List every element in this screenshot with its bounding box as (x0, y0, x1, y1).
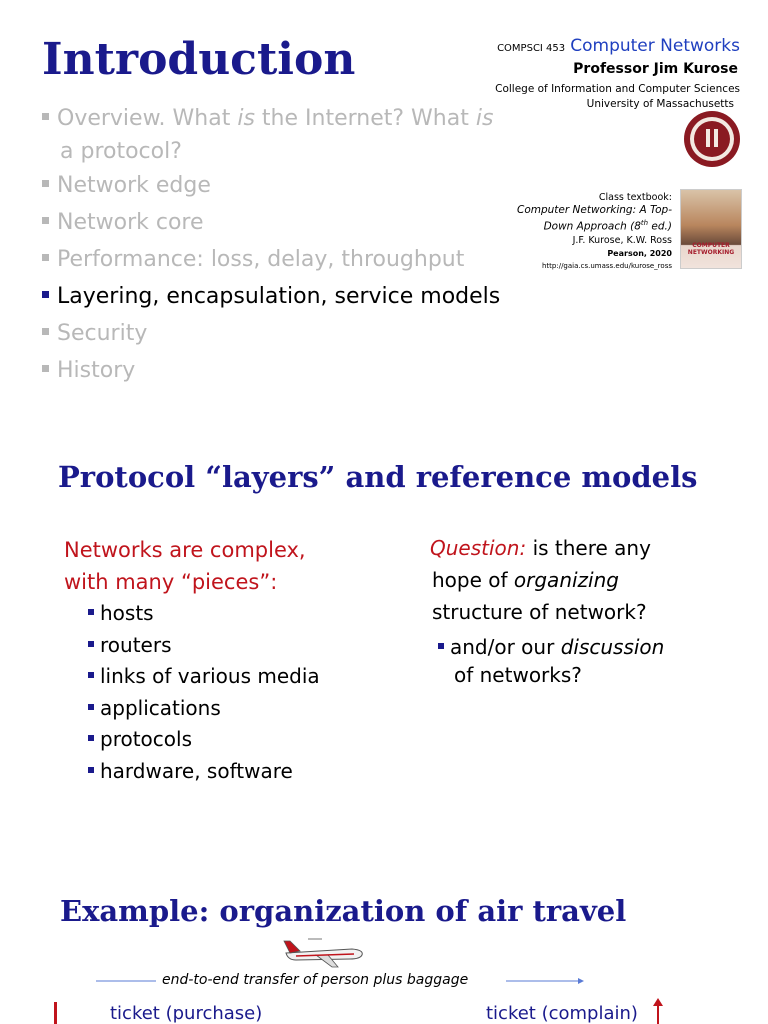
bullet-marker-icon (88, 672, 94, 678)
course-header (497, 36, 740, 56)
bullet-performance (42, 241, 500, 278)
question-text: is there any (532, 536, 651, 560)
question-sub-1 (430, 632, 664, 662)
textbook-title-text: ed.) (648, 220, 672, 233)
pieces-heading-line: with many “pieces”: (64, 570, 278, 594)
university-name: University of Massachusetts (586, 98, 734, 110)
slide-2-title: Protocol “layers” and reference models (58, 460, 698, 494)
list-item-text: routers (100, 632, 172, 657)
professor-name: Professor Jim Kurose (573, 61, 738, 77)
bullet-marker-icon (88, 767, 94, 773)
list-item (88, 598, 320, 630)
slide-2 (0, 440, 768, 830)
question-line-1 (430, 532, 664, 564)
transfer-label: end-to-end transfer of person plus baggage (162, 972, 469, 988)
pieces-heading-line: Networks are complex, (64, 538, 306, 562)
bullet-marker-icon (42, 328, 49, 335)
slide-3 (0, 880, 768, 1024)
list-item-text: links of various media (100, 664, 320, 688)
bullet-marker-icon (88, 735, 94, 741)
list-item-text: applications (100, 695, 221, 720)
bullet-marker-icon (42, 217, 49, 224)
bullet-marker-icon (42, 291, 49, 298)
bullet-text: Performance: loss, delay, throughput (57, 247, 465, 272)
textbook-title-sup: th (640, 219, 649, 227)
textbook-authors: J.F. Kurose, K.W. Ross (572, 234, 672, 246)
textbook-title-2 (517, 217, 672, 234)
list-item (88, 630, 320, 662)
question-line-3 (430, 596, 664, 628)
question-label: Question: (430, 536, 533, 560)
college-name: College of Information and Computer Sciences (495, 83, 740, 95)
left-step: ticket (purchase) (110, 1003, 263, 1024)
bullet-network-core (42, 204, 500, 241)
left-vertical-bar (54, 1002, 57, 1024)
textbook-label: Class textbook: (598, 192, 672, 203)
list-item (88, 724, 320, 756)
bullet-text: Overview. What (57, 106, 238, 131)
list-item (88, 756, 320, 788)
list-item-text: protocols (100, 727, 193, 751)
bullet-history (42, 352, 500, 389)
textbook-title-1: Computer Networking: A Top- (516, 204, 672, 216)
bullet-marker-icon (42, 365, 49, 372)
up-arrow-icon (651, 998, 665, 1024)
textbook-cover (680, 189, 742, 269)
bullet-text: a protocol? (60, 139, 182, 164)
question-text: hope of (432, 568, 514, 592)
bullet-marker-icon (88, 641, 94, 647)
question-text-em: organizing (513, 568, 619, 592)
question-sub-2 (430, 662, 664, 688)
course-code: COMPSCI 453 (497, 43, 566, 54)
bullet-text: Layering, encapsulation, service models (57, 284, 501, 309)
textbook-url[interactable]: http://gaia.cs.umass.edu/kurose_ross (541, 261, 672, 270)
question-line-2 (430, 564, 664, 596)
list-item (88, 693, 320, 725)
textbook-cover-title: COMPUTER NETWORKING (687, 242, 735, 256)
slide-1-title: Introduction (42, 34, 356, 85)
bullet-text: Network core (57, 210, 204, 235)
bullet-network-edge (42, 167, 500, 204)
bullet-security (42, 315, 500, 352)
list-item (88, 661, 320, 693)
bullet-text-em: is (475, 106, 494, 131)
bullet-marker-icon (88, 704, 94, 710)
right-step: ticket (complain) (486, 1003, 638, 1024)
list-item-text: hardware, software (100, 758, 293, 783)
slide-3-title: Example: organization of air travel (60, 894, 627, 928)
pieces-list (88, 598, 320, 787)
bullet-text: Network edge (57, 173, 211, 198)
airplane-icon (282, 935, 366, 969)
question-text: and/or our (450, 635, 561, 659)
slide-1 (0, 0, 768, 420)
bullet-overview (42, 100, 500, 137)
bullet-text-em: is (237, 106, 255, 131)
question-block (430, 532, 664, 688)
bullet-text: History (57, 358, 136, 383)
slide-1-bullets (42, 100, 500, 389)
bullet-marker-icon (42, 180, 49, 187)
bullet-text: the Internet? What (254, 106, 476, 131)
pieces-heading (64, 534, 306, 598)
question-text-em: discussion (560, 635, 665, 659)
bullet-overview-cont (42, 137, 500, 167)
list-item-text: hosts (100, 601, 154, 625)
bullet-marker-icon (438, 643, 444, 649)
question-text: structure of network? (432, 600, 647, 624)
bullet-layering (42, 278, 500, 315)
bullet-text: Security (57, 321, 148, 346)
bullet-marker-icon (42, 113, 49, 120)
textbook-publisher: Pearson, 2020 (607, 248, 672, 258)
course-name: Computer Networks (570, 36, 740, 56)
bullet-marker-icon (42, 254, 49, 261)
university-seal-icon (683, 110, 741, 168)
textbook-title-text: Down Approach (8 (543, 220, 641, 233)
question-text: of networks? (454, 663, 582, 687)
textbook-info (517, 191, 672, 273)
bullet-marker-icon (88, 609, 94, 615)
